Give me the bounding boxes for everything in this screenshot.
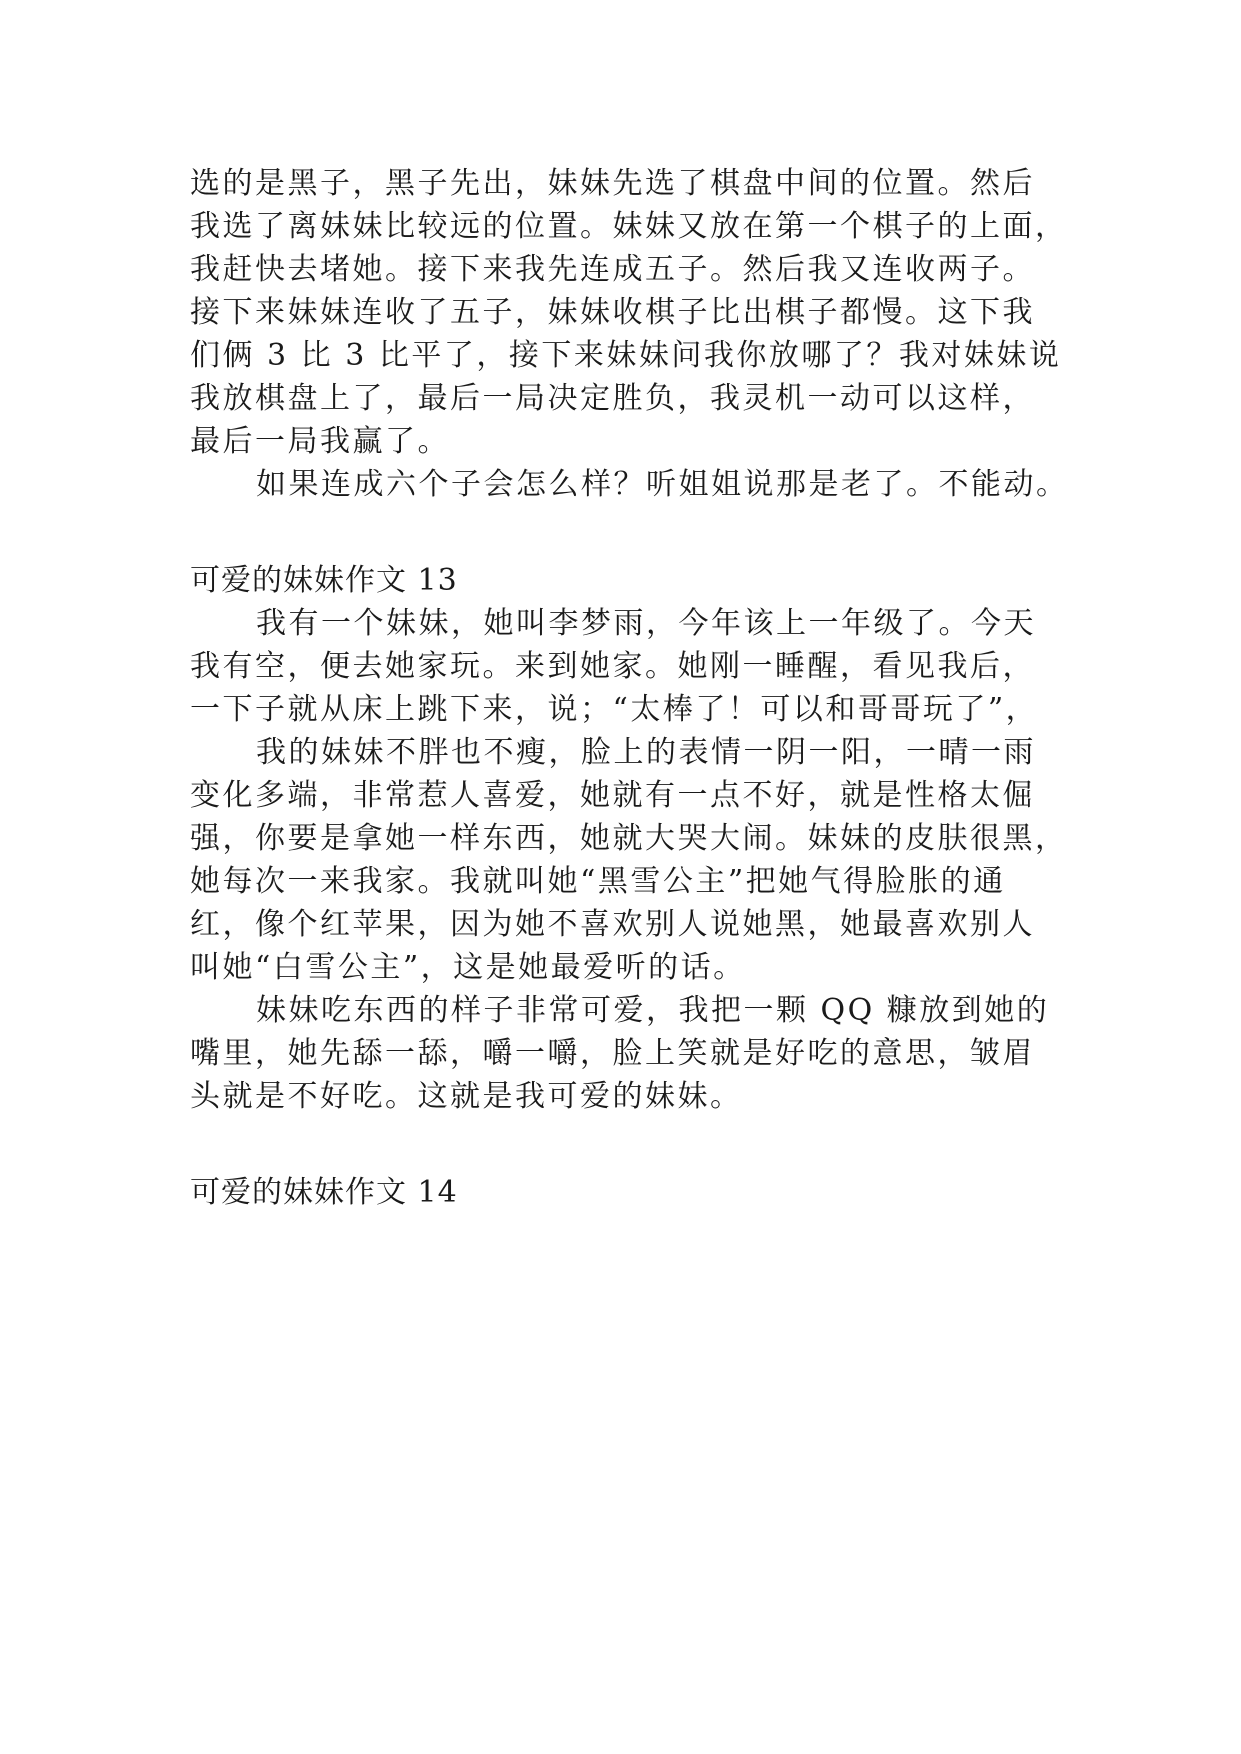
text-line: 妹妹吃东西的样子非常可爱，我把一颗 QQ 糠放到她的 [256, 993, 1050, 1028]
text-line: 最后一局我赢了。 [190, 424, 450, 459]
section-heading: 可爱的妹妹作文 14 [190, 1175, 458, 1210]
text-line: 如果连成六个子会怎么样？听姐姐说那是老了。不能动。 [256, 467, 1069, 502]
text-line: 我放棋盘上了，最后一局决定胜负，我灵机一动可以这样， [190, 381, 1035, 416]
text-line: 叫她“白雪公主”，这是她最爱听的话。 [190, 950, 746, 985]
text-line: 们俩 3 比 3 比平了，接下来妹妹问我你放哪了？我对妹妹说 [190, 338, 1062, 373]
text-line: 我选了离妹妹比较远的位置。妹妹又放在第一个棋子的上面， [190, 209, 1068, 244]
text-line: 红，像个红苹果，因为她不喜欢别人说她黑，她最喜欢别人 [190, 907, 1035, 942]
text-line: 变化多端，非常惹人喜爱，她就有一点不好，就是性格太倔 [190, 778, 1035, 813]
text-line: 头就是不好吃。这就是我可爱的妹妹。 [190, 1079, 743, 1114]
text-line: 嘴里，她先舔一舔，嚼一嚼，脸上笑就是好吃的意思，皱眉 [190, 1036, 1035, 1071]
text-line: 我有空，便去她家玩。来到她家。她刚一睡醒，看见我后， [190, 649, 1035, 684]
text-line: 选的是黑子，黑子先出，妹妹先选了棋盘中间的位置。然后 [190, 166, 1035, 201]
text-line: 强，你要是拿她一样东西，她就大哭大闹。妹妹的皮肤很黑， [190, 821, 1068, 856]
text-line: 我的妹妹不胖也不瘦，脸上的表情一阴一阳，一晴一雨 [256, 735, 1036, 770]
text-line: 我有一个妹妹，她叫李梦雨，今年该上一年级了。今天 [256, 606, 1036, 641]
text-line: 她每次一来我家。我就叫她“黑雪公主”把她气得脸胀的通 [190, 864, 1006, 899]
text-line: 一下子就从床上跳下来，说；“太棒了！可以和哥哥玩了”， [190, 692, 1039, 727]
section-heading: 可爱的妹妹作文 13 [190, 563, 458, 598]
text-line: 我赶快去堵她。接下来我先连成五子。然后我又连收两子。 [190, 252, 1035, 287]
text-line: 接下来妹妹连收了五子，妹妹收棋子比出棋子都慢。这下我 [190, 295, 1035, 330]
